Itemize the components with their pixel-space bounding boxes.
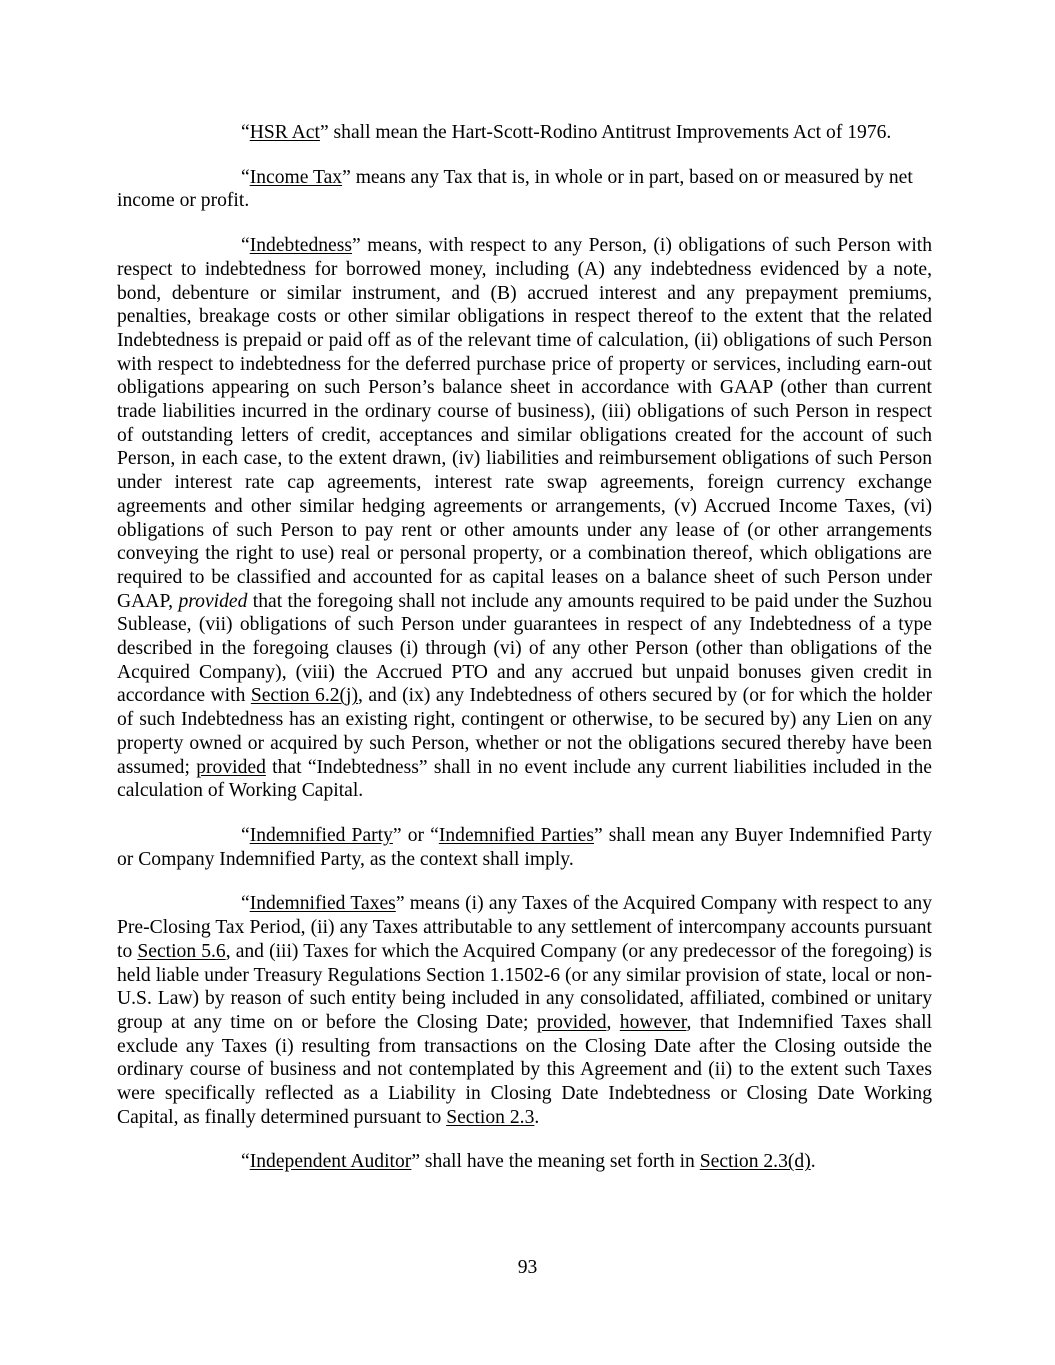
definition-text: ” shall mean any Buyer Indemnified Party or Company Indemnified Party, as the context shall imply.	[117, 824, 932, 870]
open-quote: “	[241, 1151, 250, 1173]
provided-underlined: provided	[536, 1011, 607, 1033]
definition-text-part-3: , and (ix) any Indebtedness of others secured by (or for which the holder of such Indebtedness has an existing right, contingent or otherwise, to be secured by) any Lien on any property owned or acquired by such Person, whether or not the obligations secured thereby have been assumed;	[117, 685, 932, 778]
definition-text-part-4: that “Indebtedness” shall in no event include any current liabilities included in the calculation of Working Capital.	[117, 756, 932, 802]
definition-text: ” shall have the meaning set forth in	[411, 1151, 700, 1173]
definition-income-tax	[117, 166, 932, 213]
definition-text: ” means any Tax that is, in whole or in part, based on or measured by net income or profit.	[117, 166, 913, 212]
definition-independent-auditor	[117, 1150, 932, 1174]
comma: ,	[606, 1011, 620, 1033]
however-underlined: however	[619, 1011, 687, 1033]
page-number: 93	[517, 1257, 538, 1278]
defined-term-independent-auditor: Independent Auditor	[249, 1151, 412, 1173]
definition-text-part-1: ” means (i) any Taxes of the Acquired Company with respect to any Pre-Closing Tax Period, (ii) any Taxes attributable to any settlement of intercompany accounts pursuant to	[117, 893, 932, 962]
definition-text: ” shall mean the Hart-Scott-Rodino Antitrust Improvements Act of 1976.	[319, 122, 892, 143]
section-reference-5-6: Section 5.6	[137, 940, 226, 962]
provided-underlined: provided	[196, 756, 266, 778]
period: .	[534, 1106, 540, 1128]
defined-term-indemnified-parties: Indemnified Parties	[438, 824, 595, 846]
open-quote: “	[241, 166, 250, 188]
definition-connector: ” or “	[392, 824, 439, 846]
definition-hsr-act	[117, 121, 932, 145]
provided-italic: provided	[178, 590, 248, 612]
definition-indemnified-party	[117, 824, 932, 871]
open-quote: “	[241, 235, 250, 257]
open-quote: “	[241, 824, 250, 846]
open-quote: “	[241, 893, 250, 915]
definition-text-part-3: , that Indemnified Taxes shall exclude any Taxes (i) resulting from transactions on the Closing Date after the Closing outside the ordinary course of business and not contemplated by this Agreement and (ii) to the extent such Taxes were specifically reflected as a Liability in Closing Date Indebtedness or Closing Date Working Capital, as finally determined pursuant to	[117, 1011, 933, 1128]
period: .	[810, 1151, 816, 1173]
defined-term-income-tax: Income Tax	[249, 166, 343, 188]
open-quote: “	[241, 122, 250, 143]
definition-text-part-2: that the foregoing shall not include any amounts required to be paid under the Suzhou Sublease, (vii) obligations of such Person under guarantees in respect of any Indebtedness of a type described in the foregoing clauses (i) through (vi) of any other Person (other than obligations of the Acquired Company), (viii) the Accrued PTO and any accrued but unpaid bonuses given credit in accordance with	[117, 590, 932, 707]
defined-term-indemnified-party: Indemnified Party	[249, 824, 393, 846]
definition-indemnified-taxes	[117, 892, 932, 1129]
defined-term-indebtedness: Indebtedness	[249, 235, 352, 257]
definition-text-part-2: , and (iii) Taxes for which the Acquired Company (or any predecessor of the foregoing) is held liable under Treasury Regulations Section 1.1502-6 (or any similar provision of state, local or non-U.S. Law) by reason of such entity being included in any consolidated, affiliated, combined or unitary group at any time on or before the Closing Date;	[117, 940, 933, 1033]
section-reference-2-3: Section 2.3	[446, 1106, 535, 1128]
section-reference-6-2-j: Section 6.2(j)	[250, 685, 359, 707]
definition-indebtedness	[117, 234, 932, 803]
section-reference-2-3-d: Section 2.3(d)	[699, 1151, 811, 1173]
defined-term-hsr-act: HSR Act	[249, 122, 320, 143]
defined-term-indemnified-taxes: Indemnified Taxes	[249, 893, 396, 915]
document-page	[117, 121, 932, 1195]
definition-text-part-1: ” means, with respect to any Person, (i) obligations of such Person with respect to indebtedness for borrowed money, including (A) any indebtedness evidenced by a note, bond, debenture or similar instrument, and (B) accrued interest and any prepayment premiums, penalties, breakage costs or other similar obligations in respect thereof to the extent that the related Indebtedness is prepaid or paid off as of the relevant time of calculation, (ii) obligations of such Person with respect to indebtedness for the deferred purchase price of property or services, including earn-out obligations appearing on such Person’s balance sheet in accordance with GAAP (other than current trade liabilities incurred in the ordinary course of business), (iii) obligations of such Person in respect of outstanding letters of credit, acceptances and similar obligations created for the account of such Person, in each case, to the extent drawn, (iv) liabilities and reimbursement obligations of such Person under interest rate cap agreements, interest rate swap agreements, foreign currency exchange agreements and other similar hedging agreements or arrangements, (v) Accrued Income Taxes, (vi) obligations of such Person to pay rent or other amounts under any lease of (or other arrangements conveying the right to use) real or personal property, or a combination thereof, which obligations are required to be classified and accounted for as capital leases on a balance sheet of such Person under GAAP,	[117, 235, 932, 612]
